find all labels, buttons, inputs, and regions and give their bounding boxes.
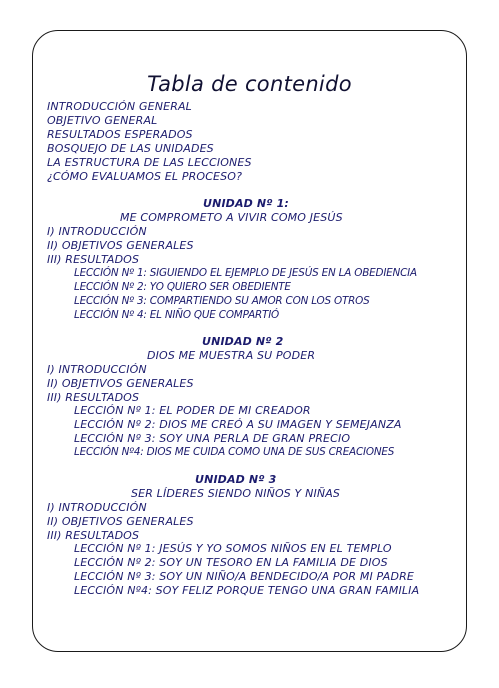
- toc-item-intro-general: INTRODUCCIÓN GENERAL: [47, 100, 192, 113]
- unit-3-lesson-2: LECCIÓN Nº 2: SOY UN TESORO EN LA FAMILIA DE DIOS: [74, 556, 388, 569]
- toc-item-resultados-esperados: RESULTADOS ESPERADOS: [47, 128, 193, 141]
- unit-2-section-objetivos: II) OBJETIVOS GENERALES: [47, 377, 194, 390]
- unit-1-section-objetivos: II) OBJETIVOS GENERALES: [47, 239, 194, 252]
- unit-2-lesson-3: LECCIÓN Nº 3: SOY UNA PERLA DE GRAN PRECIO: [74, 432, 351, 445]
- unit-1-lesson-3: LECCIÓN Nº 3: COMPARTIENDO SU AMOR CON LOS OTROS: [74, 295, 370, 307]
- unit-1-lesson-1: LECCIÓN Nº 1: SIGUIENDO EL EJEMPLO DE JESÚS EN LA OBEDIENCIA: [74, 267, 417, 279]
- unit-1-lesson-2: LECCIÓN Nº 2: YO QUIERO SER OBEDIENTE: [74, 281, 291, 293]
- toc-item-evaluacion: ¿CÓMO EVALUAMOS EL PROCESO?: [47, 170, 243, 183]
- page-title: Tabla de contenido: [147, 72, 352, 96]
- unit-1-subtitle: ME COMPROMETO A VIVIR COMO JESÚS: [120, 211, 343, 224]
- unit-3-lesson-1: LECCIÓN Nº 1: JESÚS Y YO SOMOS NIÑOS EN EL TEMPLO: [74, 542, 392, 555]
- unit-2-subtitle: DIOS ME MUESTRA SU PODER: [147, 349, 316, 362]
- unit-2-heading: UNIDAD Nº 2: [202, 335, 284, 348]
- unit-2-lesson-2: LECCIÓN Nº 2: DIOS ME CREÓ A SU IMAGEN Y SEMEJANZA: [74, 418, 402, 431]
- toc-item-bosquejo: BOSQUEJO DE LAS UNIDADES: [47, 142, 214, 155]
- unit-1-section-resultados: III) RESULTADOS: [47, 253, 140, 266]
- unit-3-section-objetivos: II) OBJETIVOS GENERALES: [47, 515, 194, 528]
- unit-2-lesson-4: LECCIÓN Nº4: DIOS ME CUIDA COMO UNA DE SUS CREACIONES: [74, 446, 395, 458]
- unit-3-section-resultados: III) RESULTADOS: [47, 529, 140, 542]
- toc-item-estructura: LA ESTRUCTURA DE LAS LECCIONES: [47, 156, 252, 169]
- unit-1-section-introduccion: I) INTRODUCCIÓN: [47, 225, 147, 238]
- unit-3-subtitle: SER LÍDERES SIENDO NIÑOS Y NIÑAS: [131, 487, 341, 500]
- unit-3-lesson-3: LECCIÓN Nº 3: SOY UN NIÑO/A BENDECIDO/A POR MI PADRE: [74, 570, 414, 583]
- unit-1-lesson-4: LECCIÓN Nº 4: EL NIÑO QUE COMPARTIÓ: [74, 309, 280, 321]
- unit-1-heading: UNIDAD Nº 1:: [203, 197, 289, 210]
- unit-2-section-resultados: III) RESULTADOS: [47, 391, 140, 404]
- unit-3-section-introduccion: I) INTRODUCCIÓN: [47, 501, 147, 514]
- unit-3-lesson-4: LECCIÓN Nº4: SOY FELIZ PORQUE TENGO UNA GRAN FAMILIA: [74, 584, 420, 597]
- unit-2-lesson-1: LECCIÓN Nº 1: EL PODER DE MI CREADOR: [74, 404, 311, 417]
- unit-2-section-introduccion: I) INTRODUCCIÓN: [47, 363, 147, 376]
- unit-3-heading: UNIDAD Nº 3: [195, 473, 277, 486]
- toc-item-objetivo-general: OBJETIVO GENERAL: [47, 114, 158, 127]
